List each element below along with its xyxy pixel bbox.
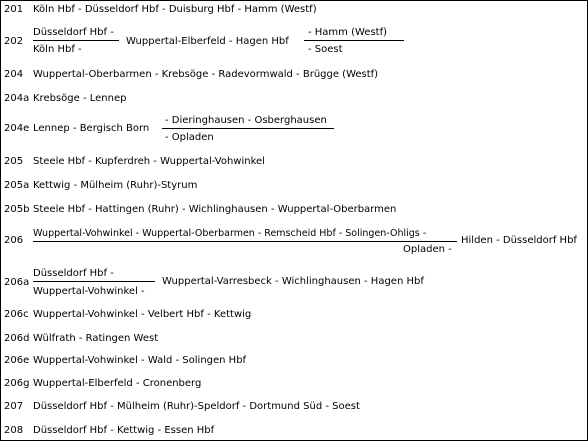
route-text: Kettwig - Mülheim (Ruhr)-Styrum: [33, 180, 198, 191]
route-number: 207: [4, 401, 24, 412]
branch-upper: Wuppertal-Vohwinkel - Wuppertal-Oberbarmen - Remscheid Hbf - Solingen-Ohligs -: [33, 228, 427, 239]
route-text: Wuppertal-Oberbarmen - Krebsöge - Radevormwald - Brügge (Westf): [33, 69, 379, 80]
route-text: Düsseldorf Hbf - Kettwig - Essen Hbf: [33, 425, 215, 436]
branch-lower-right: - Soest: [308, 44, 343, 55]
route-number: 206: [4, 235, 24, 246]
branch-upper-left: Düsseldorf Hbf -: [33, 268, 114, 279]
route-common-section: Lennep - Bergisch Born: [33, 123, 150, 134]
branch-divider-right: [304, 40, 404, 41]
route-number: 206e: [4, 355, 30, 366]
route-text: Wülfrath - Ratingen West: [33, 333, 159, 344]
route-number: 206c: [4, 309, 29, 320]
branch-upper-right: - Dieringhausen - Osberghausen: [165, 115, 327, 126]
branch-lower-right: - Opladen: [165, 132, 214, 143]
route-number: 204e: [4, 123, 30, 134]
branch-divider-left: [33, 40, 119, 41]
branch-divider-right: [162, 128, 334, 129]
route-text: Wuppertal-Vohwinkel - Velbert Hbf - Kettwig: [33, 309, 252, 320]
route-number: 206d: [4, 333, 30, 344]
branch-divider-left: [33, 281, 155, 282]
branch-lower-left: Wuppertal-Vohwinkel -: [33, 286, 145, 297]
route-text: Wuppertal-Vohwinkel - Wald - Solingen Hbf: [33, 355, 247, 366]
branch-upper-left: Düsseldorf Hbf -: [33, 27, 114, 38]
branch-upper-right: - Hamm (Westf): [308, 27, 388, 38]
route-number: 204a: [4, 93, 30, 104]
route-text: Wuppertal-Elberfeld - Cronenberg: [33, 378, 202, 389]
route-number: 201: [4, 4, 24, 15]
route-common-section: Wuppertal-Elberfeld - Hagen Hbf: [126, 36, 289, 47]
route-common-section: Hilden - Düsseldorf Hbf: [461, 235, 577, 246]
route-number: 205a: [4, 180, 30, 191]
branch-lower: Opladen -: [403, 244, 452, 255]
route-text: Steele Hbf - Hattingen (Ruhr) - Wichlinghausen - Wuppertal-Oberbarmen: [33, 204, 397, 215]
route-text: Köln Hbf - Düsseldorf Hbf - Duisburg Hbf - Hamm (Westf): [33, 4, 317, 15]
route-text: Krebsöge - Lennep: [33, 93, 127, 104]
route-text: Düsseldorf Hbf - Mülheim (Ruhr)-Speldorf - Dortmund Süd - Soest: [33, 401, 360, 412]
route-number: 206g: [4, 378, 30, 389]
route-number: 206a: [4, 277, 30, 288]
route-text: Steele Hbf - Kupferdreh - Wuppertal-Vohwinkel: [33, 156, 265, 167]
branch-divider: [33, 241, 457, 242]
route-common-section: Wuppertal-Varresbeck - Wichlinghausen - Hagen Hbf: [162, 276, 424, 287]
route-number: 205b: [4, 204, 30, 215]
route-number: 204: [4, 69, 24, 80]
route-number: 208: [4, 425, 24, 436]
route-number: 205: [4, 156, 24, 167]
branch-lower-left: Köln Hbf -: [33, 44, 82, 55]
route-number: 202: [4, 36, 24, 47]
